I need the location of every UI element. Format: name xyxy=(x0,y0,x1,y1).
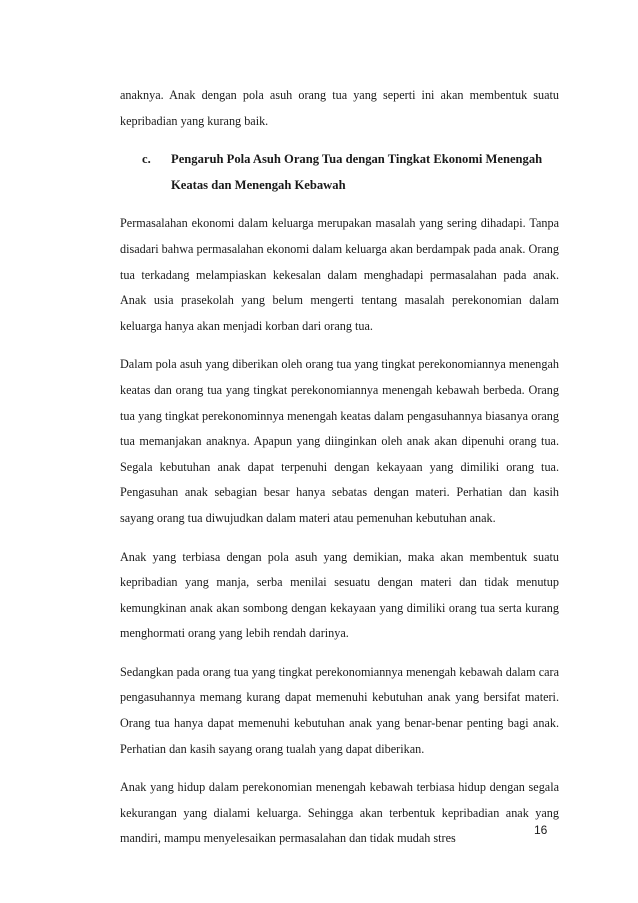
paragraph-continuation: anaknya. Anak dengan pola asuh orang tua yang seperti ini akan membentuk suatu kepribadian yang kurang baik. xyxy=(120,88,559,128)
page-number: 16 xyxy=(534,823,548,837)
paragraph: Anak yang hidup dalam perekonomian menengah kebawah terbiasa hidup dengan segala kekurangan yang dialami keluarga. Sehingga akan terbentuk kepribadian anak yang mandiri, mampu menyelesaikan permasalahan dan tidak mudah stres xyxy=(120,780,559,846)
section-heading xyxy=(120,147,559,198)
paragraph: Sedangkan pada orang tua yang tingkat perekonomiannya menengah kebawah dalam cara pengasuhannya memang kurang dapat memenuhi kebutuhan anak yang bersifat materi. Orang tua hanya dapat memenuhi kebutuhan anak yang benar-benar penting bagi anak. Perhatian dan kasih sayang orang tualah yang dapat diberikan. xyxy=(120,664,559,756)
paragraph: Dalam pola asuh yang diberikan oleh orang tua yang tingkat perekonomiannya menengah keatas dan orang tua yang tingkat perekonomiannya menengah kebawah berbeda. Orang tua yang tingkat perekonominnya menengah keatas dalam pengasuhannya biasanya orang tua memanjakan anaknya. Apapun yang diinginkan oleh anak akan dipenuhi orang tua. Segala kebutuhan anak dapat terpenuhi dengan kekayaan yang dimiliki orang tua. Pengasuhan anak sebagian besar hanya sebatas dengan materi. Perhatian dan kasih sayang orang tua diwujudkan dalam materi atau pemenuhan kebutuhan anak. xyxy=(120,357,559,525)
document-page xyxy=(120,83,559,865)
paragraph: Anak yang terbiasa dengan pola asuh yang demikian, maka akan membentuk suatu kepribadian yang manja, serba menilai sesuatu dengan materi dan tidak menutup kemungkinan anak akan sombong dengan kekayaan yang dimiliki orang tua serta kurang menghormati orang yang lebih rendah darinya. xyxy=(120,549,559,641)
paragraph: Permasalahan ekonomi dalam keluarga merupakan masalah yang sering dihadapi. Tanpa disadari bahwa permasalahan ekonomi dalam keluarga akan berdampak pada anak. Orang tua terkadang melampiaskan kekesalan dalam menghadapi permasalahan pada anak. Anak usia prasekolah yang belum mengerti tentang masalah perekonomian dalam keluarga hanya akan menjadi korban dari orang tua. xyxy=(120,216,559,333)
section-heading-marker: c. xyxy=(142,152,151,167)
section-heading-text: Pengaruh Pola Asuh Orang Tua dengan Tingkat Ekonomi Menengah Keatas dan Menengah Kebawah xyxy=(171,152,543,192)
